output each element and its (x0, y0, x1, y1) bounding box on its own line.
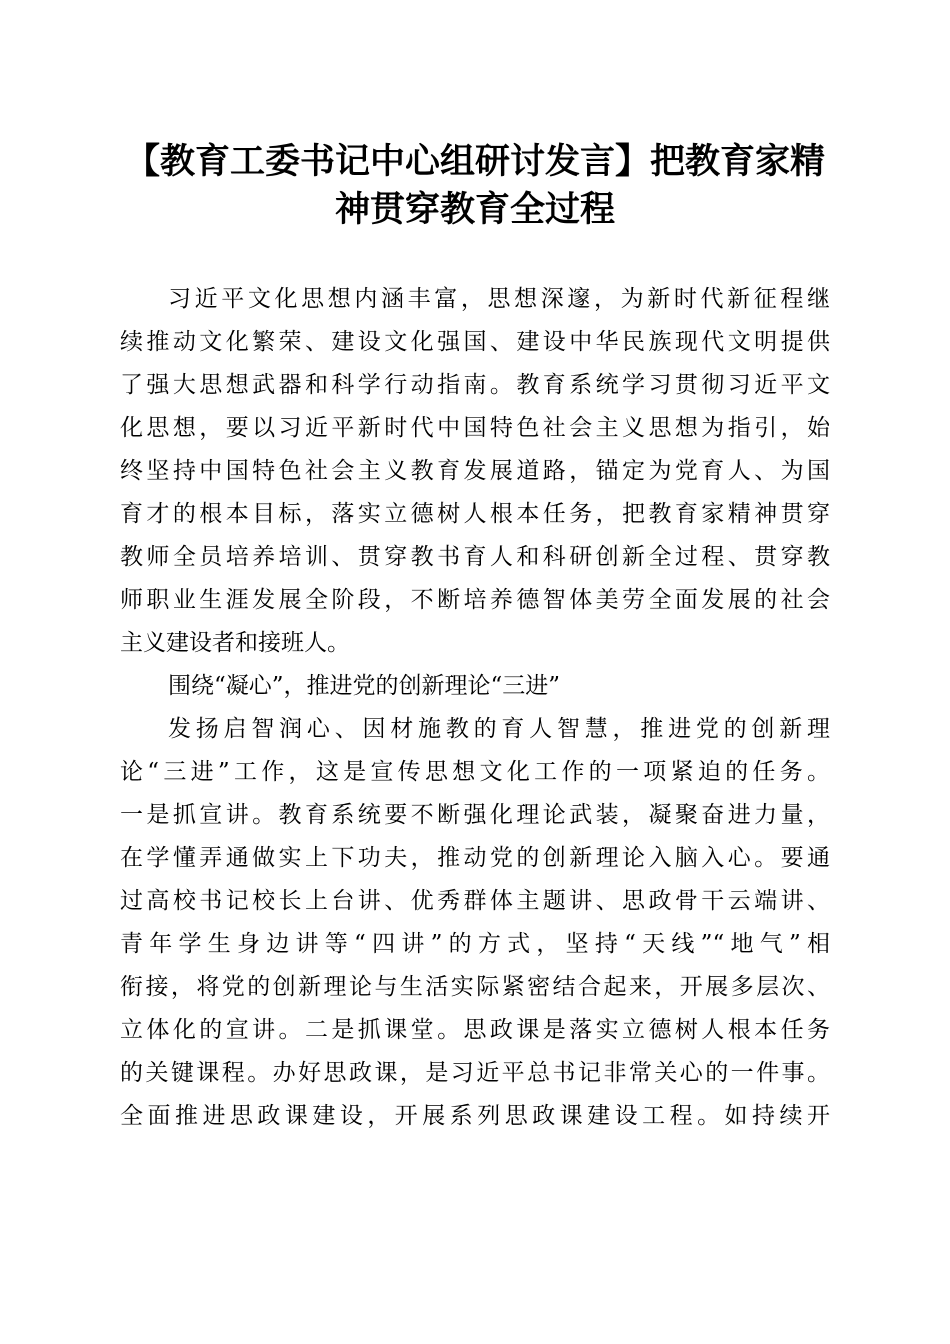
document-title (110, 138, 840, 234)
text-line: 围绕“凝心”，推进党的创新理论“三进” (168, 673, 561, 699)
text-line: 教师全员培养培训、贯穿教书育人和科研创新全过程、贯穿教 (120, 544, 830, 570)
text-line: 过高校书记校长上台讲、优秀群体主题讲、思政骨干云端讲、 (120, 888, 830, 914)
text-line: 论“三进”工作，这是宣传思想文化工作的一项紧迫的任务。 (120, 759, 830, 785)
text-line: 续推动文化繁荣、建设文化强国、建设中华民族现代文明提供 (120, 329, 830, 355)
section-heading (120, 665, 830, 708)
document-body (120, 278, 830, 1138)
text-line: 师职业生涯发展全阶段，不断培养德智体美劳全面发展的社会 (120, 587, 830, 613)
text-line: 了强大思想武器和科学行动指南。教育系统学习贯彻习近平文 (120, 372, 830, 398)
text-line: 终坚持中国特色社会主义教育发展道路，锚定为党育人、为国 (120, 458, 830, 484)
text-line: 育才的根本目标，落实立德树人根本任务，把教育家精神贯穿 (120, 501, 830, 527)
text-line: 的关键课程。办好思政课，是习近平总书记非常关心的一件事。 (120, 1060, 830, 1086)
text-line: 习近平文化思想内涵丰富，思想深邃，为新时代新征程继 (168, 286, 830, 312)
text-line: 主义建设者和接班人。 (120, 630, 350, 656)
text-line: 立体化的宣讲。二是抓课堂。思政课是落实立德树人根本任务 (120, 1017, 830, 1043)
paragraph-section-body (120, 708, 830, 1138)
text-line: 衔接，将党的创新理论与生活实际紧密结合起来，开展多层次、 (120, 974, 830, 1000)
title-line: 【教育工委书记中心组研讨发言】把教育家精 (124, 142, 825, 182)
text-line: 发扬启智润心、因材施教的育人智慧，推进党的创新理 (168, 716, 830, 742)
text-line: 一是抓宣讲。教育系统要不断强化理论武装，凝聚奋进力量， (120, 802, 830, 828)
text-line: 化思想，要以习近平新时代中国特色社会主义思想为指引，始 (120, 415, 830, 441)
title-line: 神贯穿教育全过程 (334, 190, 615, 230)
text-line: 青年学生身边讲等“四讲”的方式，坚持“天线”“地气”相 (120, 931, 830, 957)
paragraph-intro (120, 278, 830, 665)
text-line: 在学懂弄通做实上下功夫，推动党的创新理论入脑入心。要通 (120, 845, 830, 871)
text-line: 全面推进思政课建设，开展系列思政课建设工程。如持续开 (120, 1103, 830, 1129)
